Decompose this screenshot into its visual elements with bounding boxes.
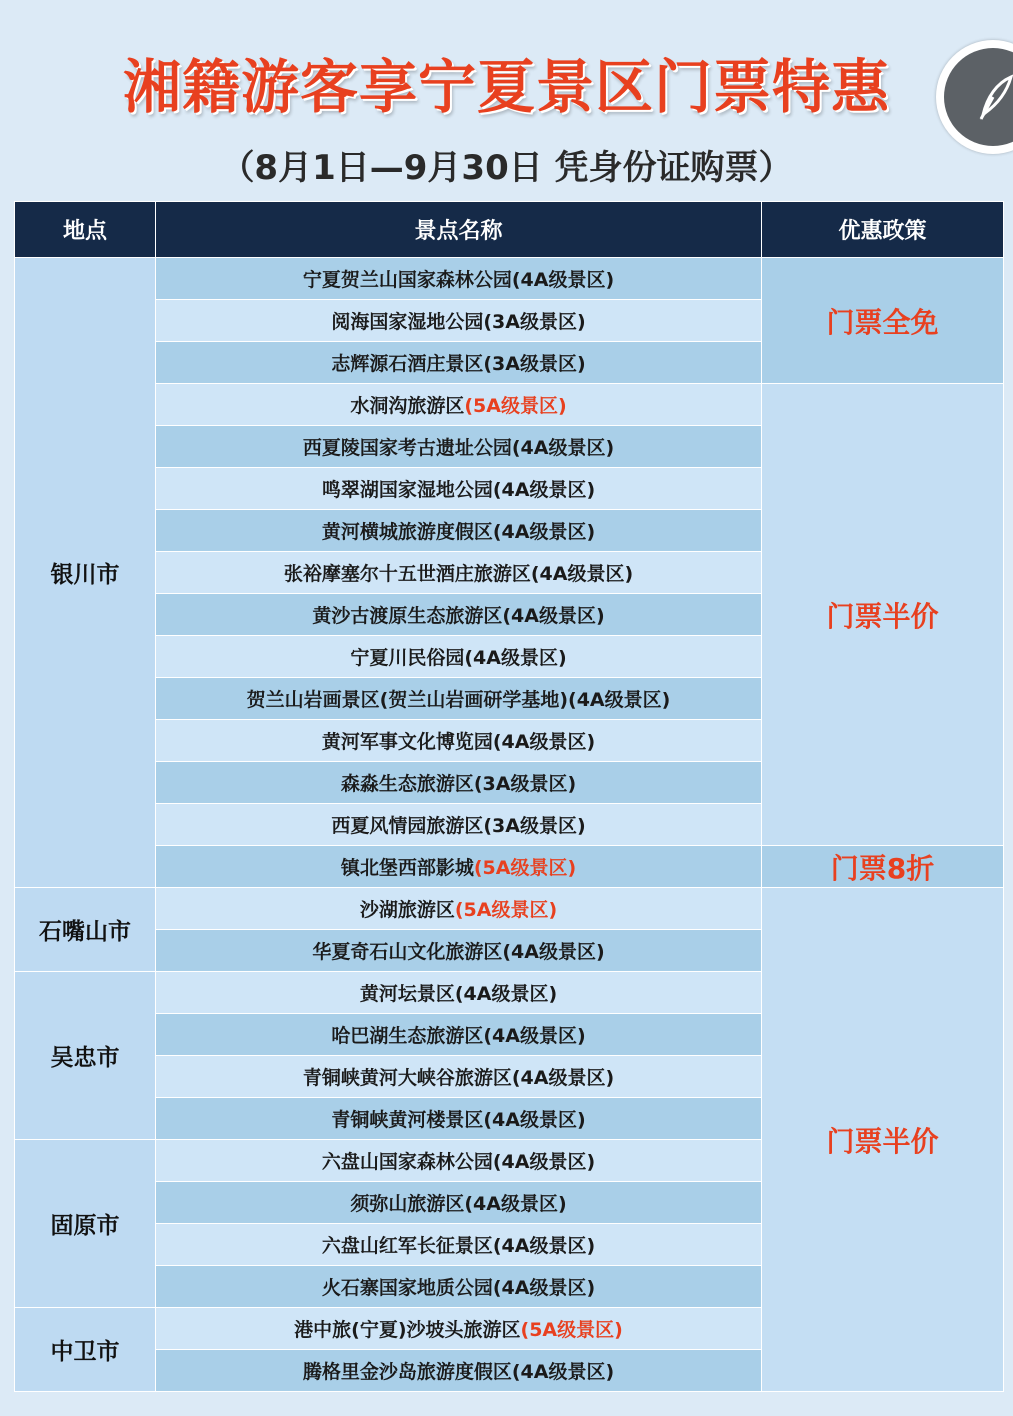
attraction-cell [156,426,762,468]
attraction-cell [156,510,762,552]
attraction-level: (4A级景区) [502,605,605,627]
attraction-name: 张裕摩塞尔十五世酒庄旅游区 [283,563,531,585]
attraction-cell [156,1308,762,1350]
attraction-cell [156,1266,762,1308]
attraction-level: (4A级景区) [511,437,615,459]
attraction-cell [156,636,762,678]
attraction-name: 志辉源石酒庄景区 [331,353,484,375]
attraction-name: 黄河军事文化博览园 [321,731,493,753]
location-cell: 中卫市 [15,1308,156,1392]
attraction-level: (3A级景区) [483,311,586,333]
attraction-level: (4A级景区) [502,941,605,963]
attraction-cell [156,720,762,762]
table-row [15,846,1004,888]
attraction-cell [156,300,762,342]
attraction-level: (4A级景区) [492,731,596,753]
attraction-level: (4A级景区) [511,269,615,291]
attraction-cell [156,846,762,888]
location-cell: 吴忠市 [15,972,156,1140]
table-row [15,888,1004,930]
attraction-cell [156,930,762,972]
attraction-name: 宁夏贺兰山国家森林公园 [302,269,512,291]
attraction-level: (5A级景区) [454,899,558,921]
location-cell: 石嘴山市 [15,888,156,972]
attraction-level: (3A级景区) [483,353,586,375]
policy-cell: 门票半价 [762,384,1004,846]
attraction-cell [156,552,762,594]
attraction-name: 森淼生态旅游区 [340,773,474,795]
attraction-cell [156,1098,762,1140]
attraction-name: 水洞沟旅游区 [350,395,465,417]
attraction-name: 黄沙古渡原生态旅游区 [312,605,503,627]
attraction-cell [156,804,762,846]
attraction-cell [156,258,762,300]
attraction-level: (4A级景区) [464,647,567,669]
header-location: 地点 [15,202,156,258]
attraction-cell [156,1182,762,1224]
attraction-name: 火石寨国家地质公园 [321,1277,493,1299]
attraction-name: 港中旅(宁夏)沙坡头旅游区 [294,1319,521,1341]
attraction-level: (4A级景区) [454,983,558,1005]
attraction-cell [156,342,762,384]
attraction-name: 六盘山国家森林公园 [321,1151,493,1173]
attraction-cell [156,384,762,426]
attraction-name: 须弥山旅游区 [350,1193,465,1215]
attraction-name: 鸣翠湖国家湿地公园 [321,479,493,501]
attraction-cell [156,888,762,930]
attraction-cell [156,468,762,510]
attraction-name: 六盘山红军长征景区 [321,1235,493,1257]
attraction-cell [156,1350,762,1392]
page-subtitle: （8月1日—9月30日 凭身份证购票） [220,148,793,188]
attraction-level: (4A级景区) [492,1235,596,1257]
attraction-level: (4A级景区) [483,1109,586,1131]
page-title: 湘籍游客享宁夏景区门票特惠 [122,53,890,121]
attraction-name: 沙湖旅游区 [359,899,455,921]
attraction-level: (4A级景区) [511,1361,615,1383]
attraction-level: (5A级景区) [473,857,577,879]
attraction-level: (5A级景区) [464,395,567,417]
attraction-name: 贺兰山岩画景区(贺兰山岩画研学基地) [246,689,569,711]
attraction-name: 青铜峡黄河楼景区 [331,1109,484,1131]
attraction-level: (4A级景区) [464,1193,567,1215]
header-policy: 优惠政策 [762,202,1004,258]
table-row [15,384,1004,426]
attraction-name: 黄河横城旅游度假区 [321,521,493,543]
attraction-cell [156,762,762,804]
policy-cell: 门票半价 [762,888,1004,1392]
location-cell: 固原市 [15,1140,156,1308]
attraction-name: 西夏风情园旅游区 [331,815,484,837]
attraction-level: (4A级景区) [492,1151,596,1173]
attraction-cell [156,1140,762,1182]
attraction-name: 腾格里金沙岛旅游度假区 [302,1361,512,1383]
attraction-level: (5A级景区) [520,1319,623,1341]
location-cell: 银川市 [15,258,156,888]
attraction-cell [156,1014,762,1056]
header-attraction: 景点名称 [156,202,762,258]
policy-cell: 门票全免 [762,258,1004,384]
policy-cell: 门票8折 [762,846,1004,888]
attraction-name: 哈巴湖生态旅游区 [331,1025,484,1047]
attraction-name: 青铜峡黄河大峡谷旅游区 [302,1067,512,1089]
attraction-level: (3A级景区) [483,815,586,837]
attraction-name: 镇北堡西部影城 [340,857,474,879]
attractions-table [14,201,1004,1392]
attraction-level: (4A级景区) [511,1067,615,1089]
attraction-name: 华夏奇石山文化旅游区 [312,941,503,963]
attraction-name: 黄河坛景区 [359,983,455,1005]
attraction-name: 阅海国家湿地公园 [331,311,484,333]
attraction-cell [156,594,762,636]
table-header-row [15,202,1004,258]
attraction-cell [156,678,762,720]
table-row [15,258,1004,300]
attraction-name: 宁夏川民俗园 [350,647,465,669]
attraction-cell [156,1224,762,1266]
attraction-level: (4A级景区) [530,563,634,585]
attraction-name: 西夏陵国家考古遗址公园 [302,437,512,459]
attraction-level: (4A级景区) [568,689,671,711]
attraction-level: (4A级景区) [492,521,596,543]
attraction-level: (3A级景区) [473,773,577,795]
attraction-cell [156,1056,762,1098]
attraction-level: (4A级景区) [492,1277,596,1299]
feather-quill-icon [944,48,1013,146]
attraction-level: (4A级景区) [492,479,596,501]
attraction-cell [156,972,762,1014]
attraction-level: (4A级景区) [483,1025,586,1047]
